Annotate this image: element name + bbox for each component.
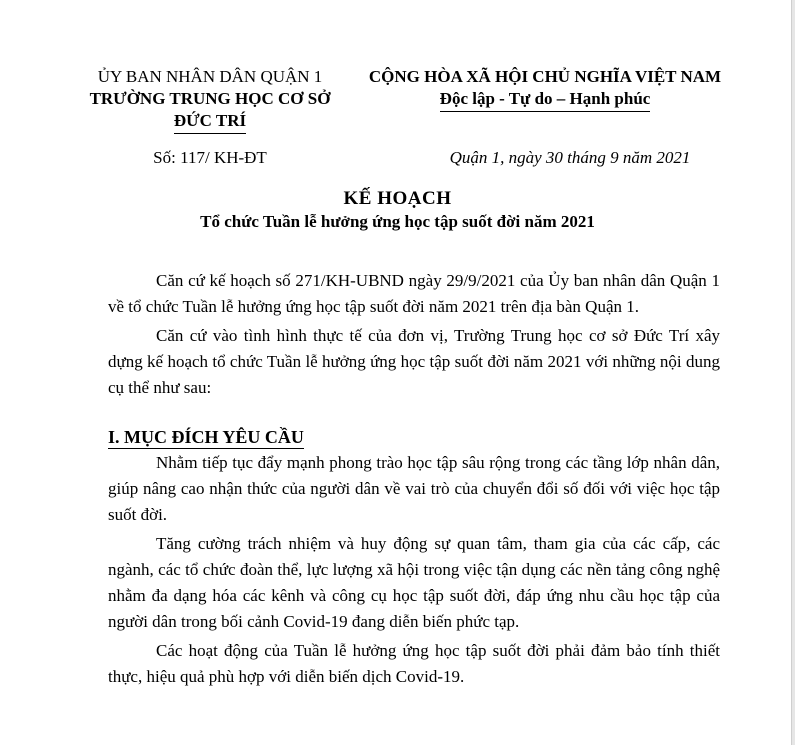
section-heading [108,424,720,450]
document-date: Quận 1, ngày 30 tháng 9 năm 2021 [449,148,691,167]
section-paragraph-3: Các hoạt động của Tuần lễ hưởng ứng học tập suốt đời phải đảm bảo tính thiết thực, hiệu quả phù hợp với diễn biến dịch Covid-19. [108,641,720,686]
national-name: CỘNG HÒA XÃ HỘI CHỦ NGHĨA VIỆT NAM [368,67,722,86]
viewer-scrollbar-edge [791,0,795,745]
section-heading-text: I. MỤC ĐÍCH YÊU CẦU [108,427,304,447]
document-title: KẾ HOẠCH [343,188,452,209]
section-paragraph-2: Tăng cường trách nhiệm và huy động sự quan tâm, tham gia của các cấp, các ngành, các tổ chức đoàn thể, lực lượng xã hội trong việc tận dụng các nền tảng công nghệ nhằm đa dạng hóa các kênh và công cụ học tập suốt đời, đáp ứng nhu cầu học tập của người dân trong bối cảnh Covid-19 đang diễn biến phức tạp. [108,534,720,631]
authority-line-3: ĐỨC TRÍ [174,110,246,134]
intro-paragraph-2: Căn cứ vào tình hình thực tế của đơn vị, Trường Trung học cơ sở Đức Trí xây dựng kế hoạch tổ chức Tuần lễ hưởng ứng học tập suốt đời năm 2021 với những nội dung cụ thể như sau: [108,326,720,397]
issuing-authority [60,66,360,134]
national-motto: Độc lập - Tự do – Hạnh phúc [440,88,651,112]
document-number: Số: 117/ KH-ĐT [153,148,267,167]
intro-paragraph-1: Căn cứ kế hoạch số 271/KH-UBND ngày 29/9/2021 của Ủy ban nhân dân Quận 1 về tổ chức Tuần lễ hưởng ứng học tập suốt đời năm 2021 trên địa bàn Quận 1. [108,271,720,316]
authority-line-1: ỦY BAN NHÂN DÂN QUẬN 1 [97,67,323,86]
section-paragraph-1: Nhằm tiếp tục đẩy mạnh phong trào học tập sâu rộng trong các tầng lớp nhân dân, giúp nâng cao nhận thức của người dân về vai trò của chuyển đổi số đối với việc học tập suốt đời. [108,453,720,524]
document-subtitle: Tổ chức Tuần lễ hưởng ứng học tập suốt đời năm 2021 [200,212,595,231]
document-body [108,268,720,690]
authority-line-2: TRƯỜNG TRUNG HỌC CƠ SỞ [89,89,331,108]
national-title [350,66,740,112]
